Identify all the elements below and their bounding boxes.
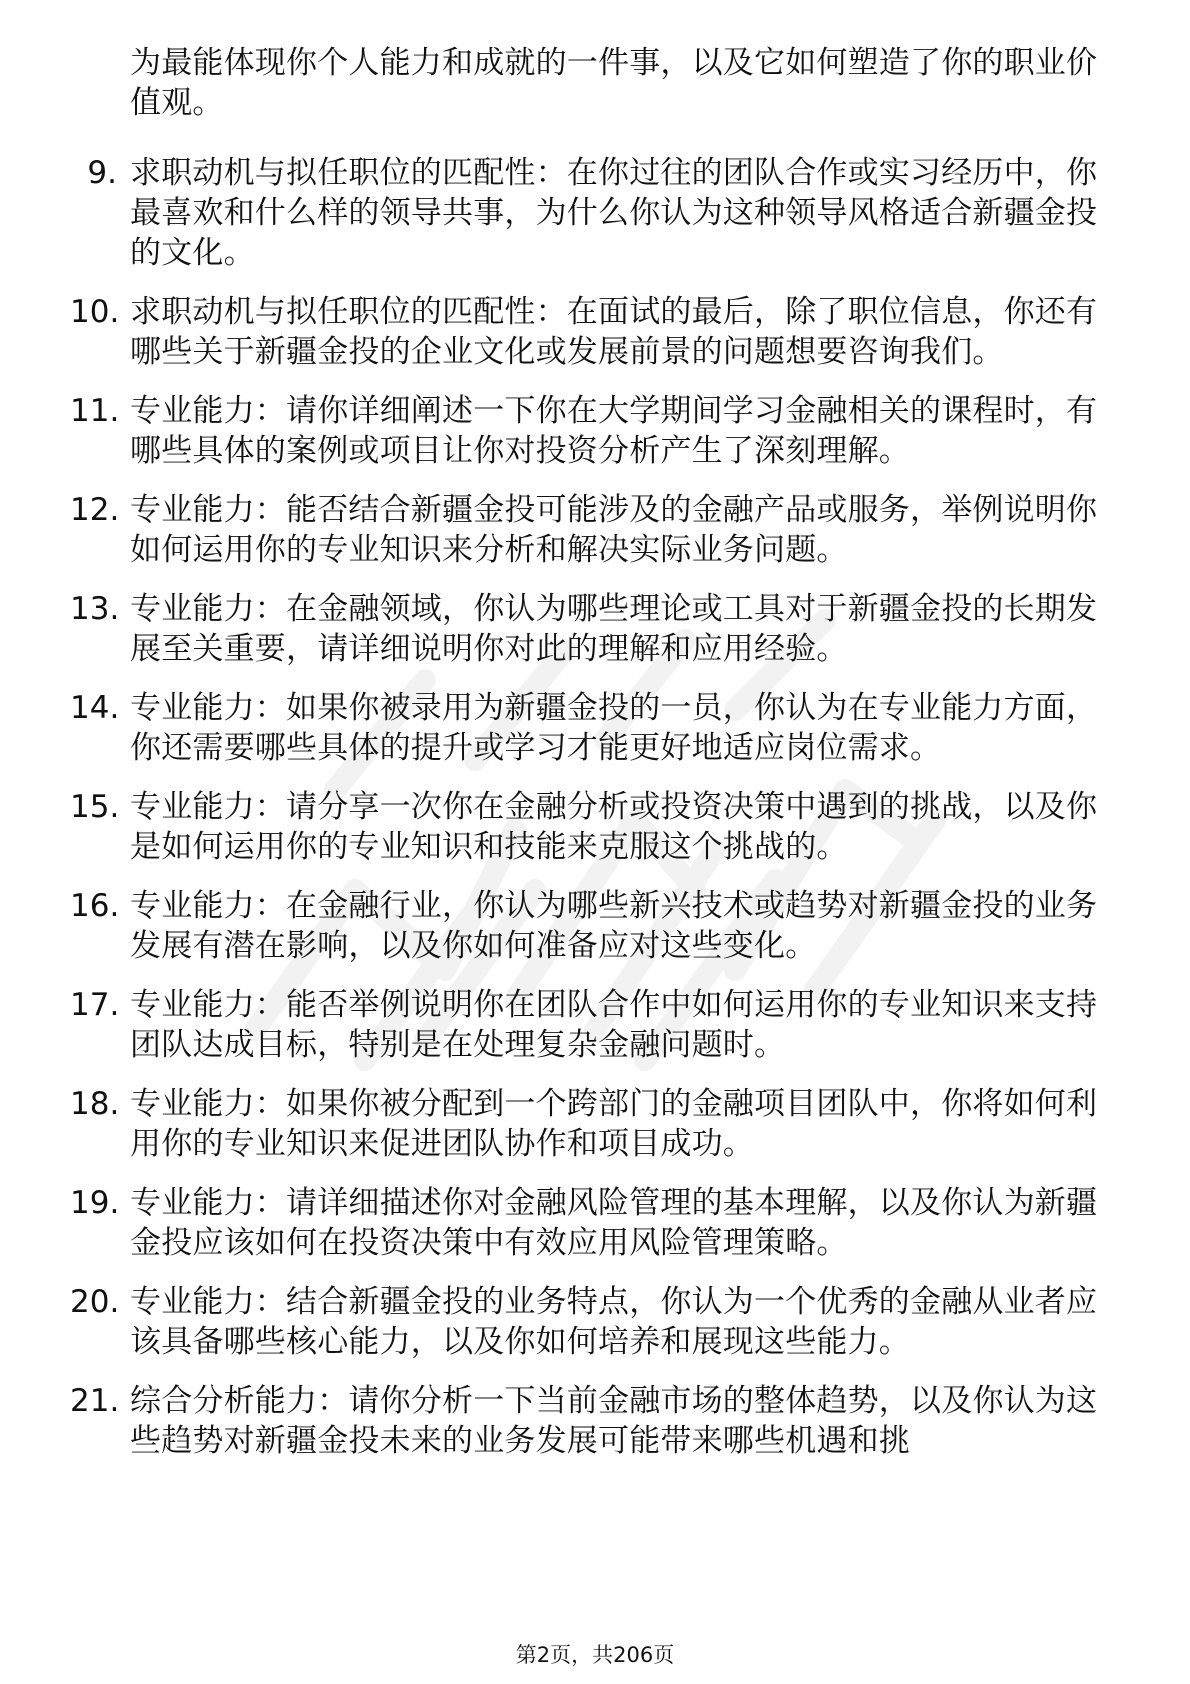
question-text: 专业能力：如果你被录用为新疆金投的一员，你认为在专业能力方面，你还需要哪些具体的提升或学习才能更好地适应岗位需求。 <box>130 690 1098 766</box>
question-text: 专业能力：请分享一次你在金融分析或投资决策中遇到的挑战，以及你是如何运用你的专业知识和技能来克服这个挑战的。 <box>130 789 1098 865</box>
list-item <box>70 589 1120 669</box>
question-text: 专业能力：结合新疆金投的业务特点，你认为一个优秀的金融从业者应该具备哪些核心能力，以及你如何培养和展现这些能力。 <box>130 1284 1098 1360</box>
question-number: 21. <box>70 1383 120 1419</box>
question-number: 16. <box>70 888 120 924</box>
question-text: 求职动机与拟任职位的匹配性：在面试的最后，除了职位信息，你还有哪些关于新疆金投的企业文化或发展前景的问题想要咨询我们。 <box>130 294 1098 370</box>
question-content <box>70 43 1120 1480</box>
question-text: 专业能力：如果你被分配到一个跨部门的金融项目团队中，你将如何利用你的专业知识来促进团队协作和项目成功。 <box>130 1086 1098 1162</box>
list-item <box>70 1381 1120 1461</box>
question-text: 专业能力：请你详细阐述一下你在大学期间学习金融相关的课程时，有哪些具体的案例或项目让你对投资分析产生了深刻理解。 <box>130 393 1098 469</box>
list-item <box>70 391 1120 471</box>
list-item <box>70 688 1120 768</box>
question-number: 20. <box>70 1284 120 1320</box>
list-item <box>70 985 1120 1065</box>
list-item <box>70 1183 1120 1263</box>
question-text: 专业能力：请详细描述你对金融风险管理的基本理解，以及你认为新疆金投应该如何在投资决策中有效应用风险管理策略。 <box>130 1185 1098 1261</box>
question-number: 14. <box>70 690 120 726</box>
question-text: 专业能力：能否结合新疆金投可能涉及的金融产品或服务，举例说明你如何运用你的专业知识来分析和解决实际业务问题。 <box>130 492 1098 568</box>
question-text: 求职动机与拟任职位的匹配性：在你过往的团队合作或实习经历中，你最喜欢和什么样的领导共事，为什么你认为这种领导风格适合新疆金投的文化。 <box>130 155 1098 271</box>
list-item <box>70 787 1120 867</box>
question-number: 18. <box>70 1086 120 1122</box>
list-item <box>70 1084 1120 1164</box>
question-text: 专业能力：在金融领域，你认为哪些理论或工具对于新疆金投的长期发展至关重要，请详细说明你对此的理解和应用经验。 <box>130 591 1098 667</box>
continued-question-text: 为最能体现你个人能力和成就的一件事，以及它如何塑造了你的职业价值观。 <box>130 45 1098 121</box>
question-number: 15. <box>70 789 120 825</box>
page-footer <box>0 1642 1190 1668</box>
question-number: 19. <box>70 1185 120 1221</box>
question-text: 专业能力：在金融行业，你认为哪些新兴技术或趋势对新疆金投的业务发展有潜在影响，以及你如何准备应对这些变化。 <box>130 888 1098 964</box>
question-list <box>70 153 1120 1461</box>
question-number: 17. <box>70 987 120 1023</box>
list-item <box>70 886 1120 966</box>
question-text: 专业能力：能否举例说明你在团队合作中如何运用你的专业知识来支持团队达成目标，特别是在处理复杂金融问题时。 <box>130 987 1098 1063</box>
list-item <box>70 153 1120 273</box>
page-number-label: 第2页，共206页 <box>515 1643 675 1667</box>
question-number: 13. <box>70 591 120 627</box>
list-item <box>70 1282 1120 1362</box>
question-number: 11. <box>70 393 120 429</box>
question-number: 9. <box>87 155 117 191</box>
question-number: 10. <box>70 294 120 330</box>
question-number: 12. <box>70 492 120 528</box>
question-text: 综合分析能力：请你分析一下当前金融市场的整体趋势，以及你认为这些趋势对新疆金投未来的业务发展可能带来哪些机遇和挑 <box>130 1383 1098 1459</box>
list-item <box>70 490 1120 570</box>
list-item <box>70 292 1120 372</box>
